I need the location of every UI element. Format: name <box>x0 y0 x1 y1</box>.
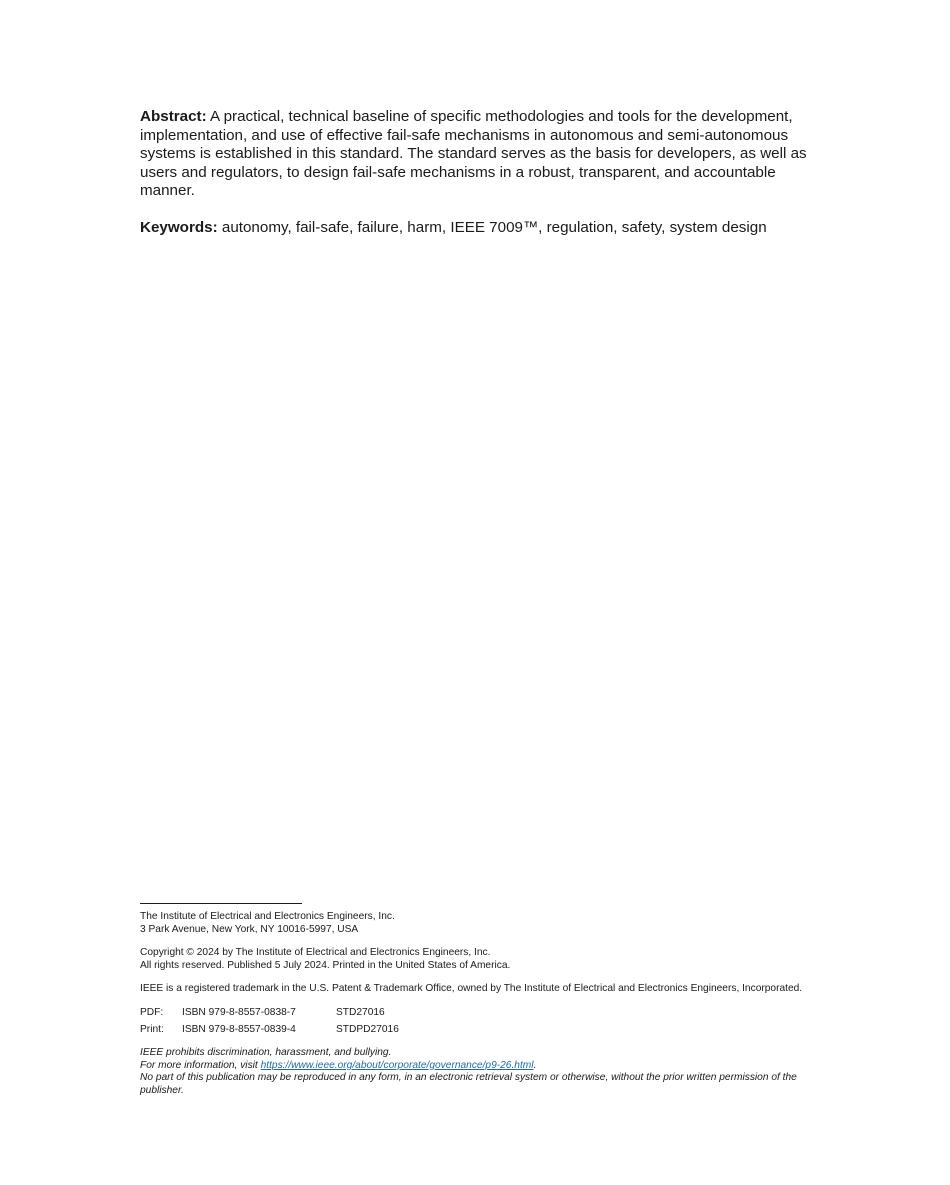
isbn-format: Print: <box>140 1023 164 1035</box>
reproduction-notice: No part of this publication may be reproduced in any form, in an electronic retrieval system or otherwise, without the prior written permission of the publisher. <box>140 1072 797 1096</box>
abstract-paragraph <box>140 108 816 201</box>
isbn-number: ISBN 979-8-8557-0839-4 <box>182 1023 296 1035</box>
keywords-paragraph <box>140 219 816 238</box>
isbn-code: STD27016 <box>336 1006 385 1018</box>
isbn-number: ISBN 979-8-8557-0838-7 <box>182 1006 296 1018</box>
publisher-name: The Institute of Electrical and Electronics Engineers, Inc. <box>140 911 395 922</box>
more-info-suffix: . <box>533 1059 537 1071</box>
copyright-line: Copyright © 2024 by The Institute of Electrical and Electronics Engineers, Inc. <box>140 947 491 959</box>
isbn-code: STDPD27016 <box>336 1023 399 1035</box>
footer-divider <box>140 903 302 904</box>
keywords-label: Keywords: <box>140 218 218 236</box>
trademark-notice: IEEE is a registered trademark in the U.S. Patent & Trademark Office, owned by The Institute of Electrical and Electronics Engineers, Incorporated. <box>140 983 803 995</box>
abstract-label: Abstract: <box>140 108 207 125</box>
isbn-list <box>140 1007 816 1036</box>
abstract-section <box>140 108 816 238</box>
isbn-format: PDF: <box>140 1006 164 1018</box>
isbn-row-pdf <box>140 1007 816 1020</box>
keywords-text: autonomy, fail-safe, failure, harm, IEEE 7009™, regulation, safety, system design <box>217 218 767 236</box>
abstract-text: A practical, technical baseline of specific methodologies and tools for the development, implementation, and use of effective fail-safe mechanisms in autonomous and semi-autonomous systems is established in this standard. The standard serves as the basis for developers, as well as users and regulators, to design fail-safe mechanisms in a robust, transparent, and accountable manner. <box>140 108 807 200</box>
harassment-notice: IEEE prohibits discrimination, harassment, and bullying. <box>140 1047 392 1059</box>
more-info-prefix: For more information, visit <box>140 1059 261 1071</box>
more-info-line <box>140 1060 816 1073</box>
isbn-row-print <box>140 1024 816 1037</box>
imprint-footer <box>140 903 816 1098</box>
governance-link[interactable]: https://www.ieee.org/about/corporate/governance/p9-26.html <box>260 1059 534 1071</box>
publisher-address: 3 Park Avenue, New York, NY 10016-5997, USA <box>140 923 359 935</box>
rights-line: All rights reserved. Published 5 July 2024. Printed in the United States of America. <box>140 959 511 971</box>
